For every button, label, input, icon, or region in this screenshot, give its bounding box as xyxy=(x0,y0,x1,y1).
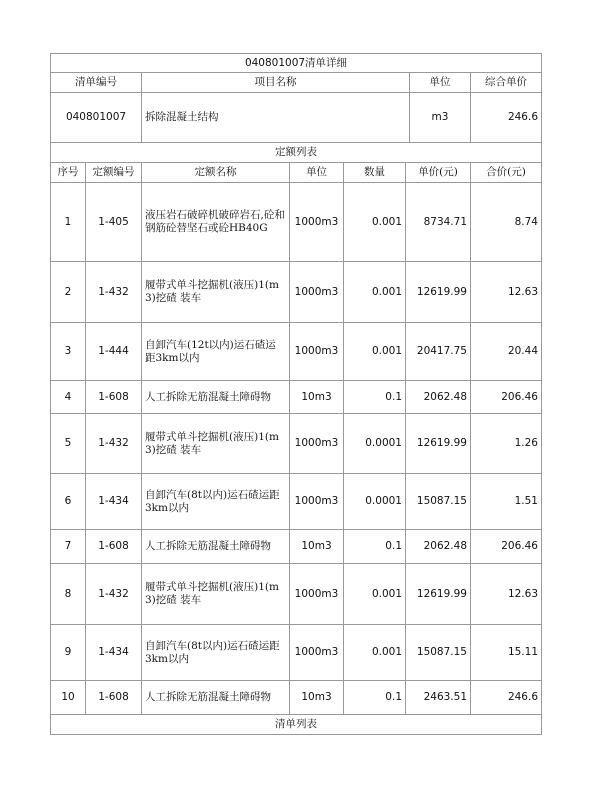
col-qty: 数量 xyxy=(344,163,406,183)
item-unit: m3 xyxy=(410,93,471,143)
quota-cell-code: 1-432 xyxy=(86,414,142,474)
quota-cell-name: 人工拆除无筋混凝土障碍物 xyxy=(142,681,290,715)
quota-cell-seq: 1 xyxy=(51,183,86,262)
quota-cell-qty: 0.001 xyxy=(344,183,406,262)
quota-cell-name: 人工拆除无筋混凝土障碍物 xyxy=(142,530,290,564)
quota-cell-code: 1-405 xyxy=(86,183,142,262)
quota-cell-unit: 1000m3 xyxy=(290,414,344,474)
quota-cell-code: 1-432 xyxy=(86,262,142,323)
quota-cell-unit-price: 2062.48 xyxy=(406,530,471,564)
quota-cell-qty: 0.001 xyxy=(344,625,406,681)
quota-cell-total: 12.63 xyxy=(471,262,542,323)
quota-cell-qty: 0.1 xyxy=(344,530,406,564)
quota-cell-total: 1.26 xyxy=(471,414,542,474)
quota-cell-unit-price: 12619.99 xyxy=(406,564,471,625)
quota-section-title: 定额列表 xyxy=(51,143,542,163)
quota-cell-code: 1-608 xyxy=(86,681,142,715)
quota-cell-total: 12.63 xyxy=(471,564,542,625)
quota-cell-unit-price: 15087.15 xyxy=(406,474,471,530)
quota-cell-code: 1-608 xyxy=(86,530,142,564)
quota-cell-code: 1-444 xyxy=(86,323,142,381)
quota-cell-seq: 9 xyxy=(51,625,86,681)
quota-cell-total: 206.46 xyxy=(471,530,542,564)
quota-cell-total: 246.6 xyxy=(471,681,542,715)
table-row xyxy=(51,414,542,474)
col-unit-price: 单价(元) xyxy=(406,163,471,183)
quota-cell-unit: 10m3 xyxy=(290,681,344,715)
col-total: 合价(元) xyxy=(471,163,542,183)
quota-cell-code: 1-434 xyxy=(86,625,142,681)
header-price: 综合单价 xyxy=(471,73,542,93)
quota-cell-code: 1-434 xyxy=(86,474,142,530)
col-unit: 单位 xyxy=(290,163,344,183)
quota-cell-qty: 0.001 xyxy=(344,323,406,381)
quota-cell-name: 液压岩石破碎机破碎岩石,砼和钢筋砼替坚石或砼HB40G xyxy=(142,183,290,262)
quota-cell-unit-price: 15087.15 xyxy=(406,625,471,681)
quota-cell-qty: 0.001 xyxy=(344,262,406,323)
quota-cell-qty: 0.0001 xyxy=(344,474,406,530)
quota-cell-unit-price: 12619.99 xyxy=(406,414,471,474)
col-code: 定额编号 xyxy=(86,163,142,183)
header-unit: 单位 xyxy=(410,73,471,93)
quota-cell-unit: 1000m3 xyxy=(290,474,344,530)
quota-cell-seq: 7 xyxy=(51,530,86,564)
quota-cell-name: 自卸汽车(8t以内)运石碴运距3km以内 xyxy=(142,625,290,681)
quota-cell-unit: 1000m3 xyxy=(290,323,344,381)
quota-cell-seq: 10 xyxy=(51,681,86,715)
quota-cell-seq: 2 xyxy=(51,262,86,323)
table-row xyxy=(51,681,542,715)
table-row xyxy=(51,323,542,381)
item-code: 040801007 xyxy=(51,93,142,143)
quota-cell-unit: 1000m3 xyxy=(290,183,344,262)
quota-cell-unit-price: 2062.48 xyxy=(406,381,471,414)
quota-cell-code: 1-432 xyxy=(86,564,142,625)
quota-cell-qty: 0.001 xyxy=(344,564,406,625)
list-section-title: 清单列表 xyxy=(51,715,542,735)
header-name: 项目名称 xyxy=(142,73,410,93)
col-seq: 序号 xyxy=(51,163,86,183)
quota-cell-seq: 3 xyxy=(51,323,86,381)
quota-cell-total: 8.74 xyxy=(471,183,542,262)
page-title: 040801007清单详细 xyxy=(51,54,542,73)
table-row xyxy=(51,530,542,564)
quota-cell-seq: 4 xyxy=(51,381,86,414)
quota-cell-qty: 0.0001 xyxy=(344,414,406,474)
quota-cell-unit: 1000m3 xyxy=(290,625,344,681)
header-code: 清单编号 xyxy=(51,73,142,93)
quota-cell-qty: 0.1 xyxy=(344,381,406,414)
quota-cell-total: 206.46 xyxy=(471,381,542,414)
quota-cell-seq: 8 xyxy=(51,564,86,625)
quota-cell-unit: 10m3 xyxy=(290,381,344,414)
quota-cell-unit: 10m3 xyxy=(290,530,344,564)
quota-cell-name: 履带式单斗挖掘机(液压)1(m3)挖碴 装车 xyxy=(142,564,290,625)
bill-item-table xyxy=(50,53,542,163)
table-row xyxy=(51,564,542,625)
table-row xyxy=(51,474,542,530)
quota-cell-seq: 6 xyxy=(51,474,86,530)
table-row xyxy=(51,183,542,262)
item-price: 246.6 xyxy=(471,93,542,143)
col-name: 定额名称 xyxy=(142,163,290,183)
quota-cell-unit-price: 2463.51 xyxy=(406,681,471,715)
quota-cell-total: 15.11 xyxy=(471,625,542,681)
quota-cell-name: 人工拆除无筋混凝土障碍物 xyxy=(142,381,290,414)
quota-header-row xyxy=(51,163,542,183)
quota-cell-qty: 0.1 xyxy=(344,681,406,715)
quota-cell-unit-price: 8734.71 xyxy=(406,183,471,262)
quota-cell-unit-price: 12619.99 xyxy=(406,262,471,323)
quota-cell-code: 1-608 xyxy=(86,381,142,414)
quota-cell-name: 履带式单斗挖掘机(液压)1(m3)挖碴 装车 xyxy=(142,262,290,323)
quota-table xyxy=(50,162,542,735)
table-row xyxy=(51,262,542,323)
table-row xyxy=(51,381,542,414)
quota-cell-seq: 5 xyxy=(51,414,86,474)
quota-cell-total: 20.44 xyxy=(471,323,542,381)
item-name: 拆除混凝土结构 xyxy=(142,93,410,143)
quota-cell-unit: 1000m3 xyxy=(290,262,344,323)
quota-cell-name: 自卸汽车(12t以内)运石碴运距3km以内 xyxy=(142,323,290,381)
quota-cell-unit-price: 20417.75 xyxy=(406,323,471,381)
quota-cell-name: 自卸汽车(8t以内)运石碴运距3km以内 xyxy=(142,474,290,530)
quota-cell-total: 1.51 xyxy=(471,474,542,530)
quota-cell-unit: 1000m3 xyxy=(290,564,344,625)
table-row xyxy=(51,625,542,681)
quota-cell-name: 履带式单斗挖掘机(液压)1(m3)挖碴 装车 xyxy=(142,414,290,474)
